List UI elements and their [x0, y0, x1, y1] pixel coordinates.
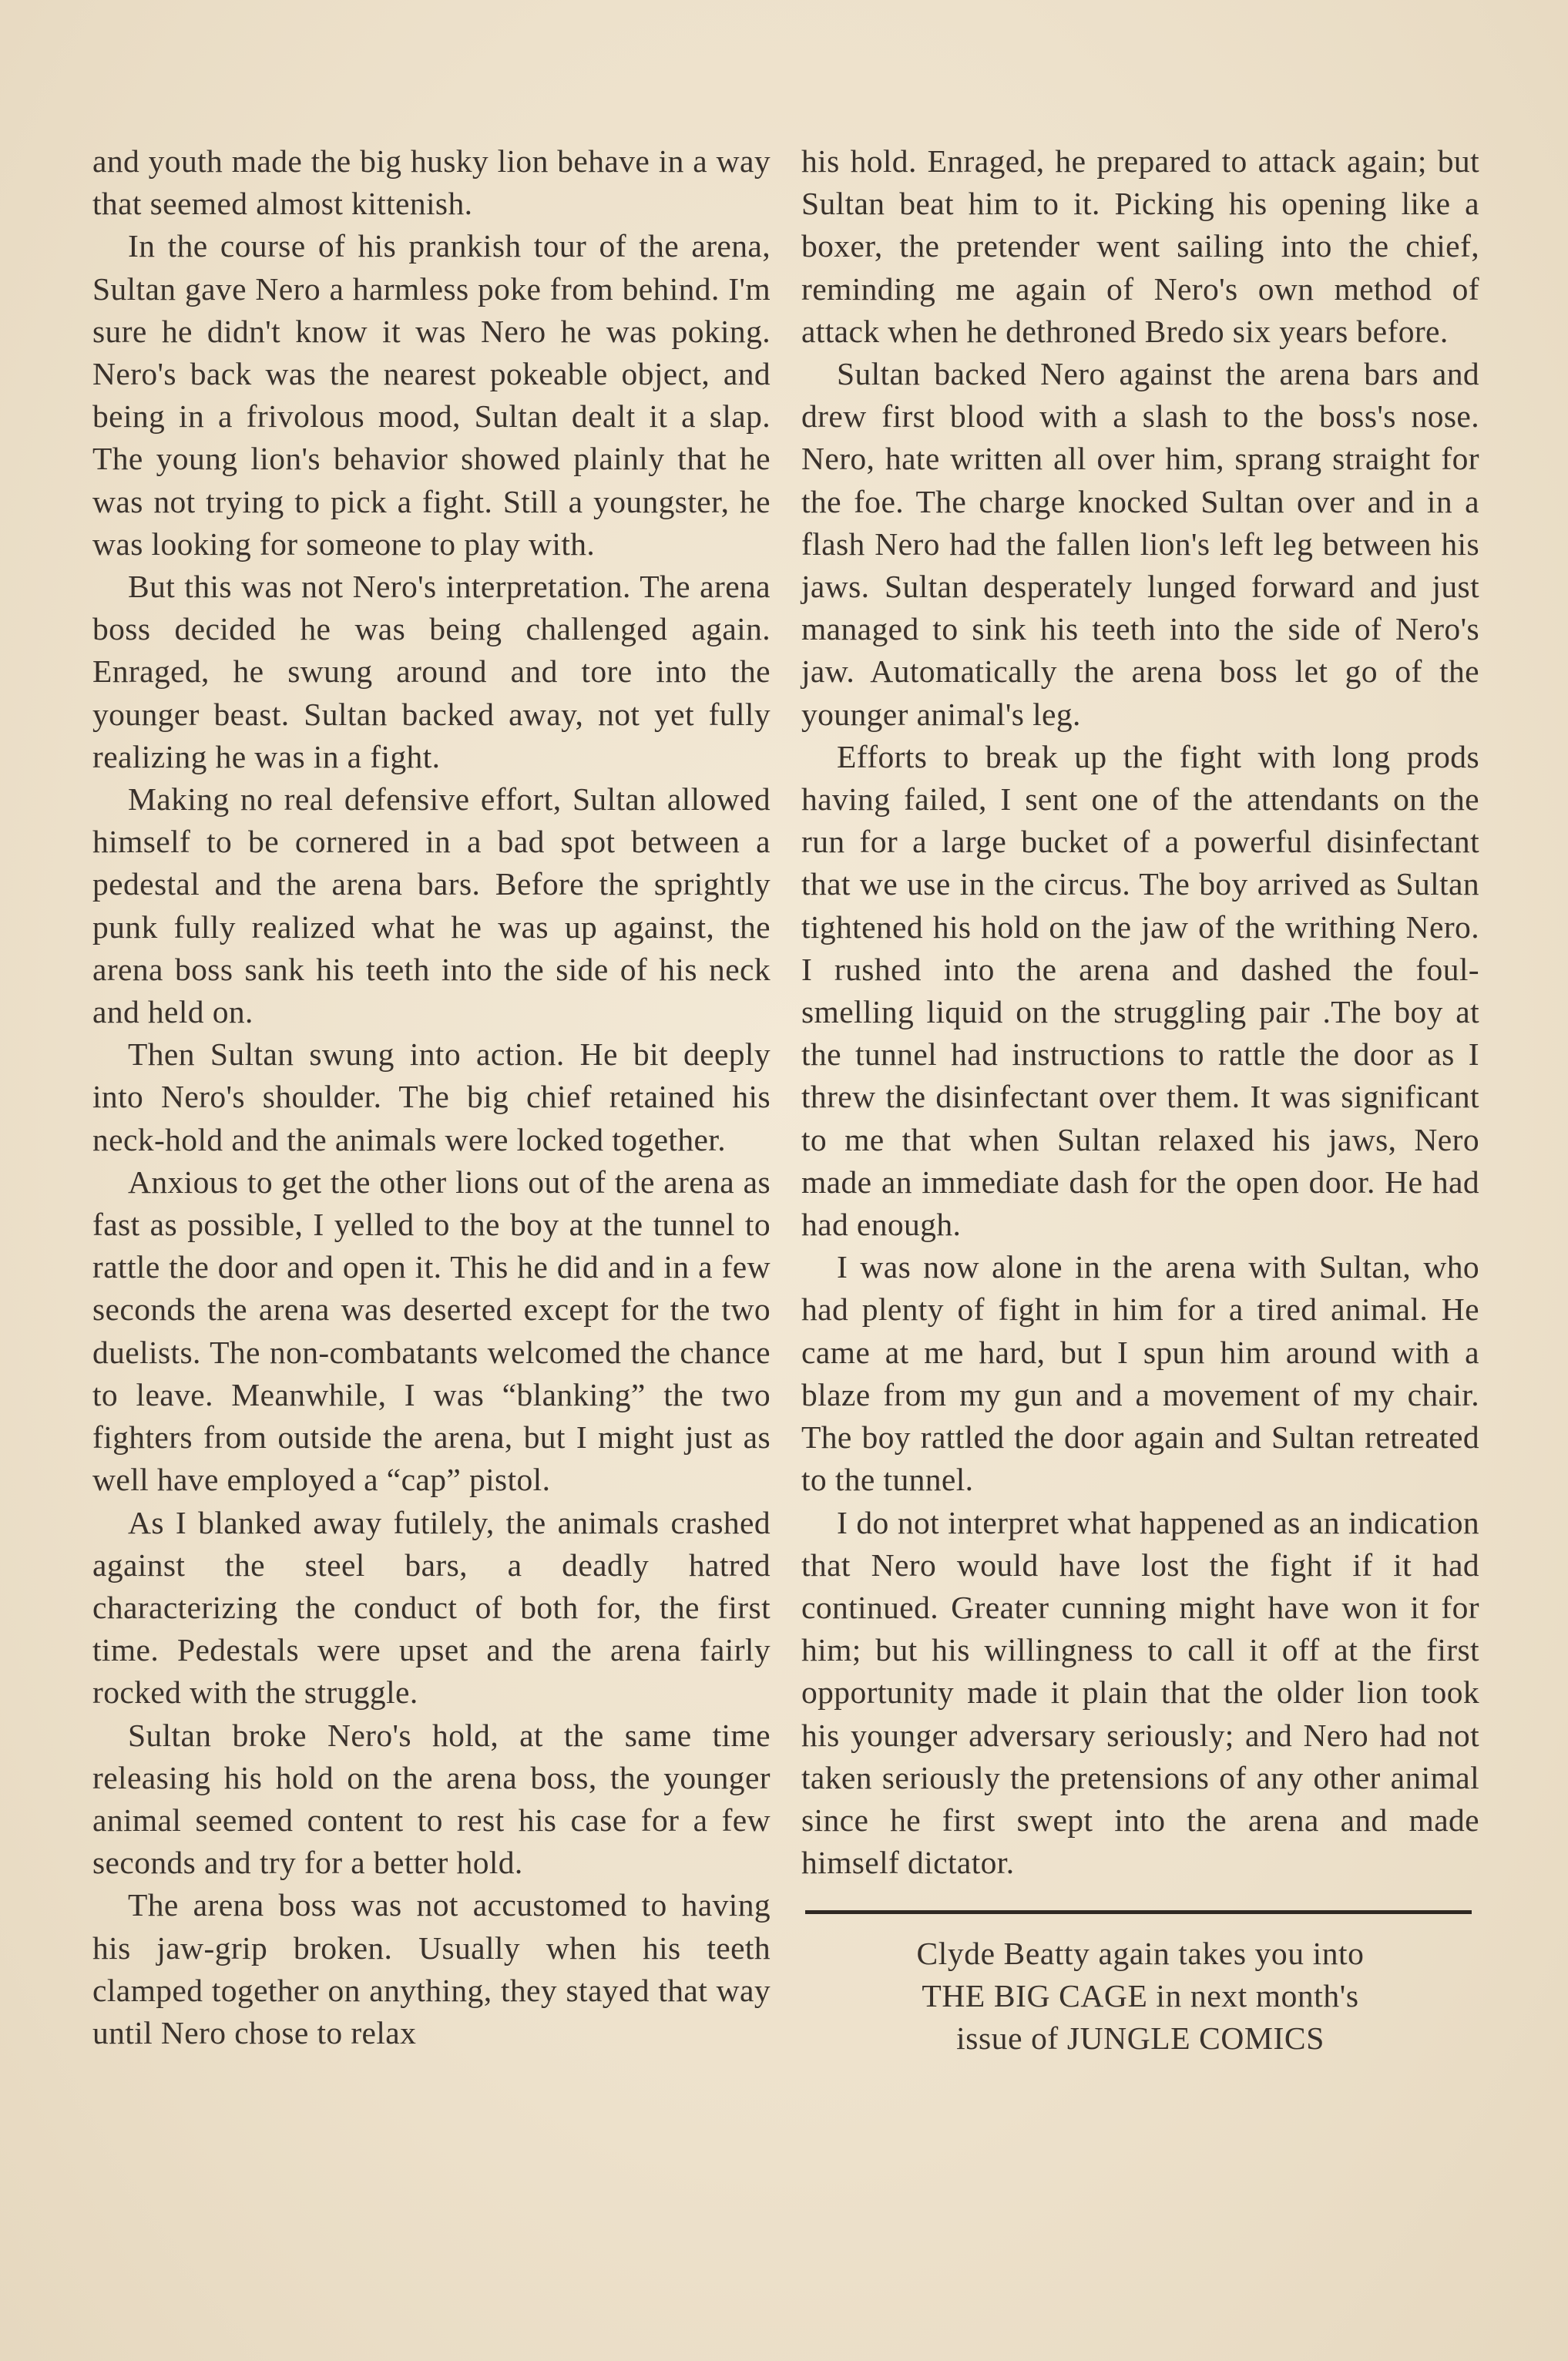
divider-rule: [805, 1910, 1472, 1914]
paragraph: I do not interpret what happened as an indication that Nero would have lost the fight if it had continued. Greater cunning might have won it for him; but his willingness to call it off at the first opportunity made it plain that the older lion took his younger adversary seriously; and Nero had not taken seriously the pretensions of any other animal since he first swept into the arena and made himself dictator.: [801, 1504, 1479, 1881]
paragraph: and youth made the big husky lion behave in a way that seemed almost kittenish.: [92, 143, 771, 222]
note-line: THE BIG CAGE in next month's: [922, 1978, 1359, 2014]
paragraph: Sultan backed Nero against the arena bars and drew first blood with a slash to the boss's nose. Nero, hate written all over him, sprang straight for the foe. The charge knocked Sultan over and in a flash Nero had the fallen lion's left leg between his jaws. Sultan desperately lunged forward and just managed to sink his teeth into the side of Nero's jaw. Automatically the arena boss let go of the younger animal's leg.: [801, 356, 1479, 732]
note-line: Clyde Beatty again takes you into: [916, 1936, 1365, 1972]
next-issue-note: [801, 1933, 1479, 2060]
paragraph: Making no real defensive effort, Sultan allowed himself to be cornered in a bad spot between a pedestal and the arena bars. Before the sprightly punk fully realized what he was up against, the arena boss sank his teeth into the side of his neck and held on.: [92, 781, 771, 1030]
paragraph: As I blanked away futilely, the animals crashed against the steel bars, a deadly hatred characterizing the conduct of both for, the first time. Pedestals were upset and the arena fairly rocked with the struggle.: [92, 1504, 771, 1711]
paragraph: But this was not Nero's interpretation. The arena boss decided he was being challenged again. Enraged, he swung around and tore into the younger beast. Sultan backed away, not yet fully realizing he was in a fight.: [92, 569, 771, 774]
paragraph: I was now alone in the arena with Sultan, who had plenty of fight in him for a tired animal. He came at me hard, but I spun him around with a blaze from my gun and a movement of my chair. The boy rattled the door again and Sultan retreated to the tunnel.: [801, 1249, 1479, 1498]
paragraph: Sultan broke Nero's hold, at the same time releasing his hold on the arena boss, the younger animal seemed content to rest his case for a few seconds and try for a better hold.: [92, 1717, 771, 1881]
left-column: [92, 140, 771, 2054]
paragraph: his hold. Enraged, he prepared to attack again; but Sultan beat him to it. Picking his opening like a boxer, the pretender went sailing into the chief, reminding me again of Nero's own method of attack when he dethroned Bredo six years before.: [801, 143, 1479, 349]
paragraph: Efforts to break up the fight with long prods having failed, I sent one of the attendants on the run for a large bucket of a powerful disinfectant that we use in the circus. The boy arrived as Sultan tightened his hold on the jaw of the writhing Nero. I rushed into the arena and dashed the foul-smelling liquid on the struggling pair .The boy at the tunnel had instructions to rattle the door as I threw the disinfectant over them. It was significant to me that when Sultan relaxed his jaws, Nero made an immediate dash for the open door. He had had enough.: [801, 738, 1479, 1243]
paragraph: The arena boss was not accustomed to having his jaw-grip broken. Usually when his teeth clamped together on anything, they stayed that way until Nero chose to relax: [92, 1887, 771, 2050]
note-line: issue of JUNGLE COMICS: [956, 2020, 1325, 2057]
right-column: [801, 140, 1479, 2060]
paragraph: In the course of his prankish tour of the arena, Sultan gave Nero a harmless poke from behind. I'm sure he didn't know it was Nero he was poking. Nero's back was the nearest pokeable object, and being in a frivolous mood, Sultan dealt it a slap. The young lion's behavior showed plainly that he was not trying to pick a fight. Still a youngster, he was looking for someone to play with.: [92, 228, 771, 562]
paragraph: Then Sultan swung into action. He bit deeply into Nero's shoulder. The big chief retained his neck-hold and the animals were locked together.: [92, 1036, 771, 1157]
paragraph: Anxious to get the other lions out of the arena as fast as possible, I yelled to the boy at the tunnel to rattle the door and open it. This he did and in a few seconds the arena was deserted except for the two duelists. The non-combatants welcomed the chance to leave. Meanwhile, I was “blanking” the two fighters from outside the arena, but I might just as well have employed a “cap” pistol.: [92, 1164, 771, 1498]
